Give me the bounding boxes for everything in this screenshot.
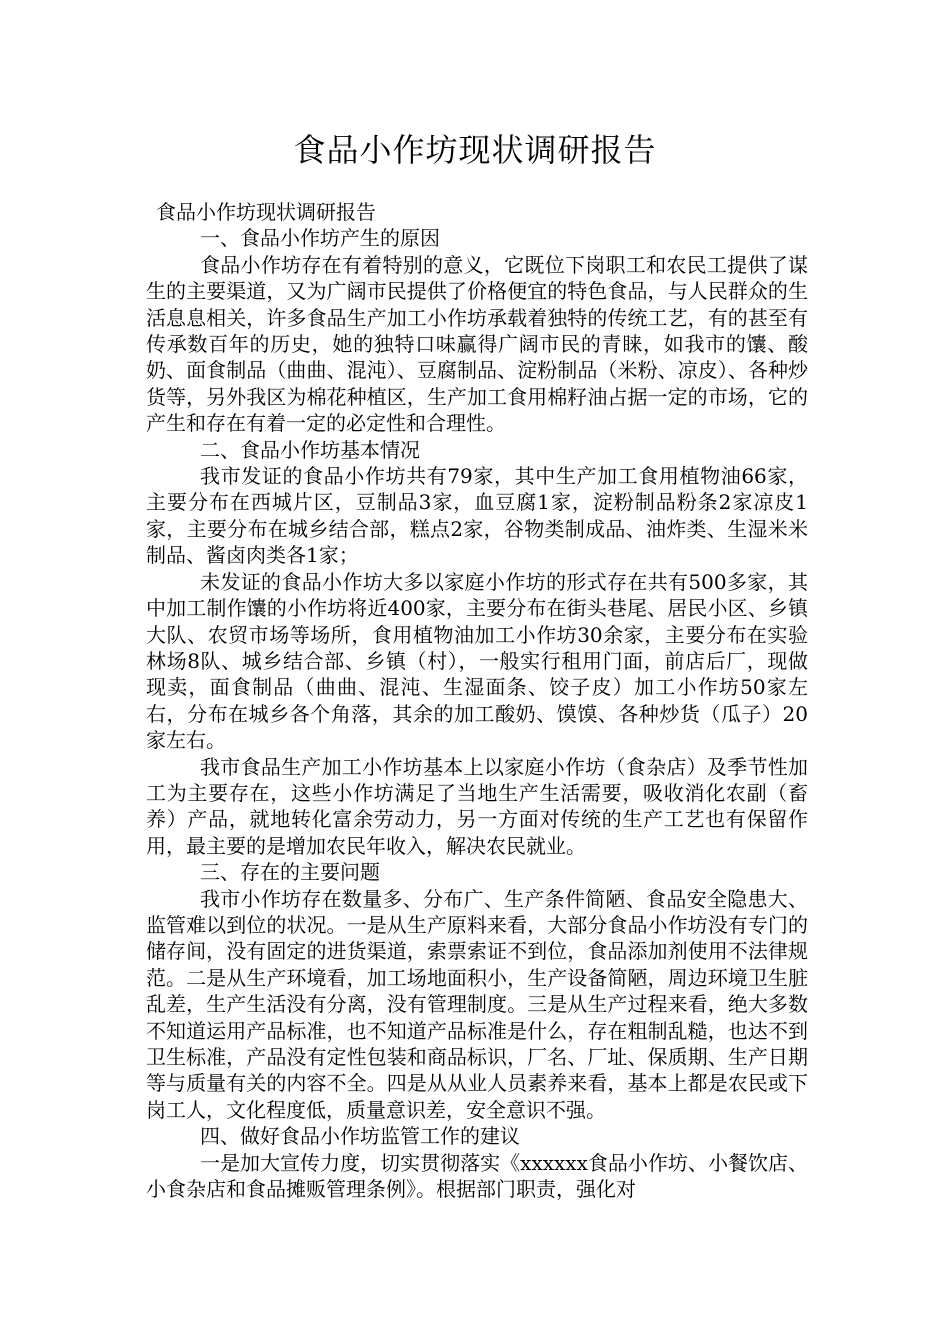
section-2-paragraph-2: 未发证的食品小作坊大多以家庭小作坊的形式存在共有500多家，其中加工制作馕的小作坊将近400家，主要分布在街头巷尾、居民小区、乡镇大队、农贸市场等场所，食用植物油加工小作坊30余家，主要分布在实验林场8队、城乡结合部、乡镇（村），一般实行租用门面，前店后厂，现做现卖，面食制品（曲曲、混沌、生湿面条、饺子皮）加工小作坊50家左右，分布在城乡各个角落，其余的加工酸奶、馍馍、各种炒货（瓜子）20家左右。	[146, 569, 808, 753]
document-subtitle: 食品小作坊现状调研报告	[156, 200, 376, 224]
section-2-heading: 二、食品小作坊基本情况	[200, 437, 420, 462]
section-2-paragraph-3: 我市食品生产加工小作坊基本上以家庭小作坊（食杂店）及季节性加工为主要存在，这些小作坊满足了当地生产生活需要，吸收消化农副（畜养）产品，就地转化富余劳动力，另一方面对传统的生产工艺也有保留作用，最主要的是增加农民年收入，解决农民就业。	[146, 754, 808, 858]
section-2-paragraph-1: 我市发证的食品小作坊共有79家，其中生产加工食用植物油66家，主要分布在西城片区，豆制品3家，血豆腐1家，淀粉制品粉条2家凉皮1家，主要分布在城乡结合部，糕点2家，谷物类制成品、油炸类、生湿米米制品、酱卤肉类各1家；	[146, 464, 808, 568]
section-4-paragraph-1: 一是加大宣传力度，切实贯彻落实《xxxxxx食品小作坊、小餐饮店、小食杂店和食品摊贩管理条例》。根据部门职责，强化对	[146, 1150, 808, 1202]
document-title: 食品小作坊现状调研报告	[293, 131, 657, 169]
section-3-paragraph-1: 我市小作坊存在数量多、分布广、生产条件简陋、食品安全隐患大、监管难以到位的状况。一是从生产原料来看，大部分食品小作坊没有专门的储存间，没有固定的进货渠道，索票索证不到位，食品添加剂使用不法律规范。二是从生产环境看，加工场地面积小，生产设备简陋，周边环境卫生脏乱差，生产生活没有分离，没有管理制度。三是从生产过程来看，绝大多数不知道运用产品标准，也不知道产品标准是什么，存在粗制乱糙，也达不到卫生标准，产品没有定性包装和商品标识，厂名、厂址、保质期、生产日期等与质量有关的内容不全。四是从从业人员素养来看，基本上都是农民或下岗工人，文化程度低，质量意识差，安全意识不强。	[146, 886, 808, 1122]
section-1-paragraph-1: 食品小作坊存在有着特别的意义，它既位下岗职工和农民工提供了谋生的主要渠道，又为广阔市民提供了价格便宜的特色食品，与人民群众的生活息息相关，许多食品生产加工小作坊承载着独特的传统工艺，有的甚至有传承数百年的历史，她的独特口味赢得广阔市民的青睐，如我市的馕、酸奶、面食制品（曲曲、混沌）、豆腐制品、淀粉制品（米粉、凉皮）、各种炒货等，另外我区为棉花种植区，生产加工食用棉籽油占据一定的市场，它的产生和存在有着一定的必定性和合理性。	[146, 252, 808, 436]
section-4-heading: 四、做好食品小作坊监管工作的建议	[200, 1124, 520, 1149]
section-1-heading: 一、食品小作坊产生的原因	[200, 226, 440, 251]
document-body	[146, 199, 808, 1202]
section-3-heading: 三、存在的主要问题	[200, 860, 380, 885]
